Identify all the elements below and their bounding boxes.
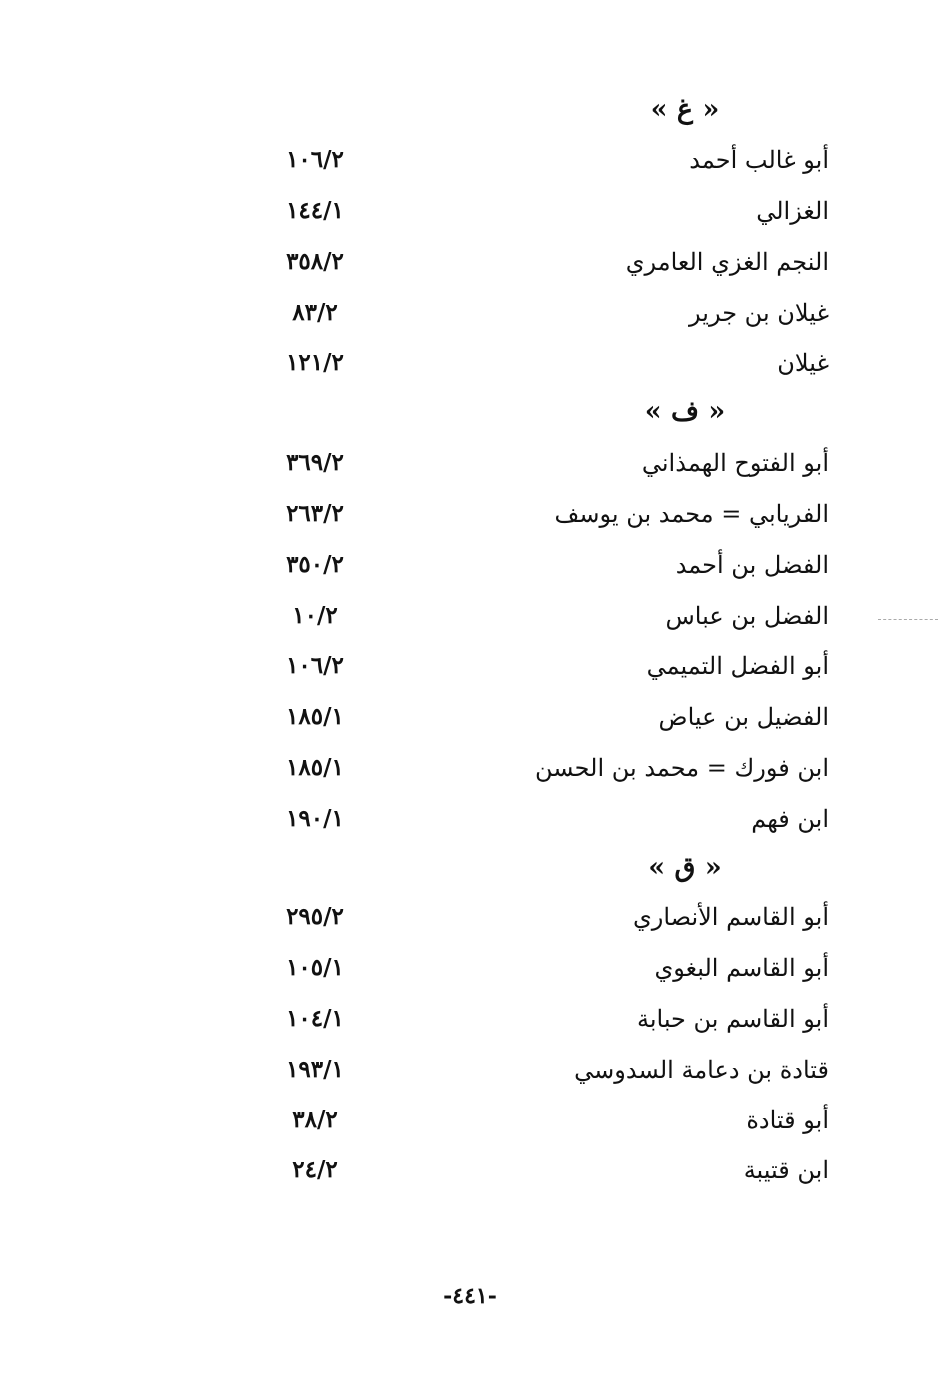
entry-name: الفضل بن أحمد <box>675 551 829 579</box>
index-entry <box>0 291 941 335</box>
entry-name: أبو القاسم بن حبابة <box>636 1005 829 1033</box>
index-entry <box>0 189 941 233</box>
entry-reference: ١٠٤/١ <box>286 1005 344 1032</box>
index-entry <box>0 543 941 587</box>
entry-reference: ١٠٦/٢ <box>286 146 344 173</box>
entry-name: الفضل بن عباس <box>665 602 829 630</box>
section-header-ghayn <box>0 88 941 132</box>
section-header-fa <box>0 390 941 434</box>
entry-reference: ٢٦٣/٢ <box>286 500 344 527</box>
entry-name: الفريابي = محمد بن يوسف <box>554 500 829 528</box>
entry-reference: ١٠٥/١ <box>286 954 344 981</box>
entry-name: أبو الفتوح الهمذاني <box>641 449 829 477</box>
entry-name: ابن فورك = محمد بن الحسن <box>534 754 829 782</box>
entry-name: ابن قتيبة <box>743 1156 829 1184</box>
entry-reference: ٣٨/٢ <box>292 1106 338 1133</box>
index-entry <box>0 441 941 485</box>
entry-reference: ٣٥٨/٢ <box>286 248 344 275</box>
section-letter: « غ » <box>650 94 720 125</box>
index-entry <box>0 240 941 284</box>
index-entry <box>0 1048 941 1092</box>
page-number: -٤٤١- <box>443 1283 497 1309</box>
entry-name: غيلان بن جرير <box>689 299 829 327</box>
entry-reference: ٣٥٠/٢ <box>286 551 344 578</box>
index-entry <box>0 594 941 638</box>
entry-name: أبو القاسم الأنصاري <box>632 903 829 931</box>
entry-reference: ٣٦٩/٢ <box>286 449 344 476</box>
section-letter: « ق » <box>648 852 722 883</box>
index-entry <box>0 997 941 1041</box>
index-entry <box>0 644 941 688</box>
entry-reference: ٨٣/٢ <box>292 299 338 326</box>
entry-reference: ١٤٤/١ <box>286 197 344 224</box>
index-entry <box>0 138 941 182</box>
section-header-qaf <box>0 846 941 890</box>
index-entry <box>0 946 941 990</box>
entry-name: غيلان <box>777 349 829 377</box>
index-entry <box>0 695 941 739</box>
entry-name: أبو القاسم البغوي <box>654 954 829 982</box>
entry-name: الغزالي <box>756 197 829 225</box>
entry-name: أبو الفضل التميمي <box>646 652 829 680</box>
index-entry <box>0 1148 941 1192</box>
entry-reference: ٢٩٥/٢ <box>286 903 344 930</box>
scan-artifact-divider <box>878 619 938 624</box>
index-entry <box>0 492 941 536</box>
index-entry <box>0 797 941 841</box>
index-entry <box>0 1098 941 1142</box>
entry-reference: ١٢١/٢ <box>286 349 344 376</box>
entry-name: النجم الغزي العامري <box>625 248 829 276</box>
entry-name: ابن فهم <box>751 805 829 833</box>
entry-reference: ٢٤/٢ <box>292 1156 338 1183</box>
entry-reference: ١٩٠/١ <box>286 805 344 832</box>
entry-reference: ١٨٥/١ <box>286 754 344 781</box>
entry-reference: ١٠/٢ <box>292 602 338 629</box>
entry-name: أبو غالب أحمد <box>689 146 829 174</box>
index-entry <box>0 341 941 385</box>
entry-name: أبو قتادة <box>746 1106 829 1134</box>
entry-name: قتادة بن دعامة السدوسي <box>574 1056 829 1084</box>
index-entry <box>0 746 941 790</box>
index-entry <box>0 895 941 939</box>
entry-reference: ١٨٥/١ <box>286 703 344 730</box>
entry-name: الفضيل بن عياض <box>658 703 829 731</box>
entry-reference: ١٩٣/١ <box>286 1056 344 1083</box>
section-letter: « ف » <box>644 396 726 427</box>
entry-reference: ١٠٦/٢ <box>286 652 344 679</box>
